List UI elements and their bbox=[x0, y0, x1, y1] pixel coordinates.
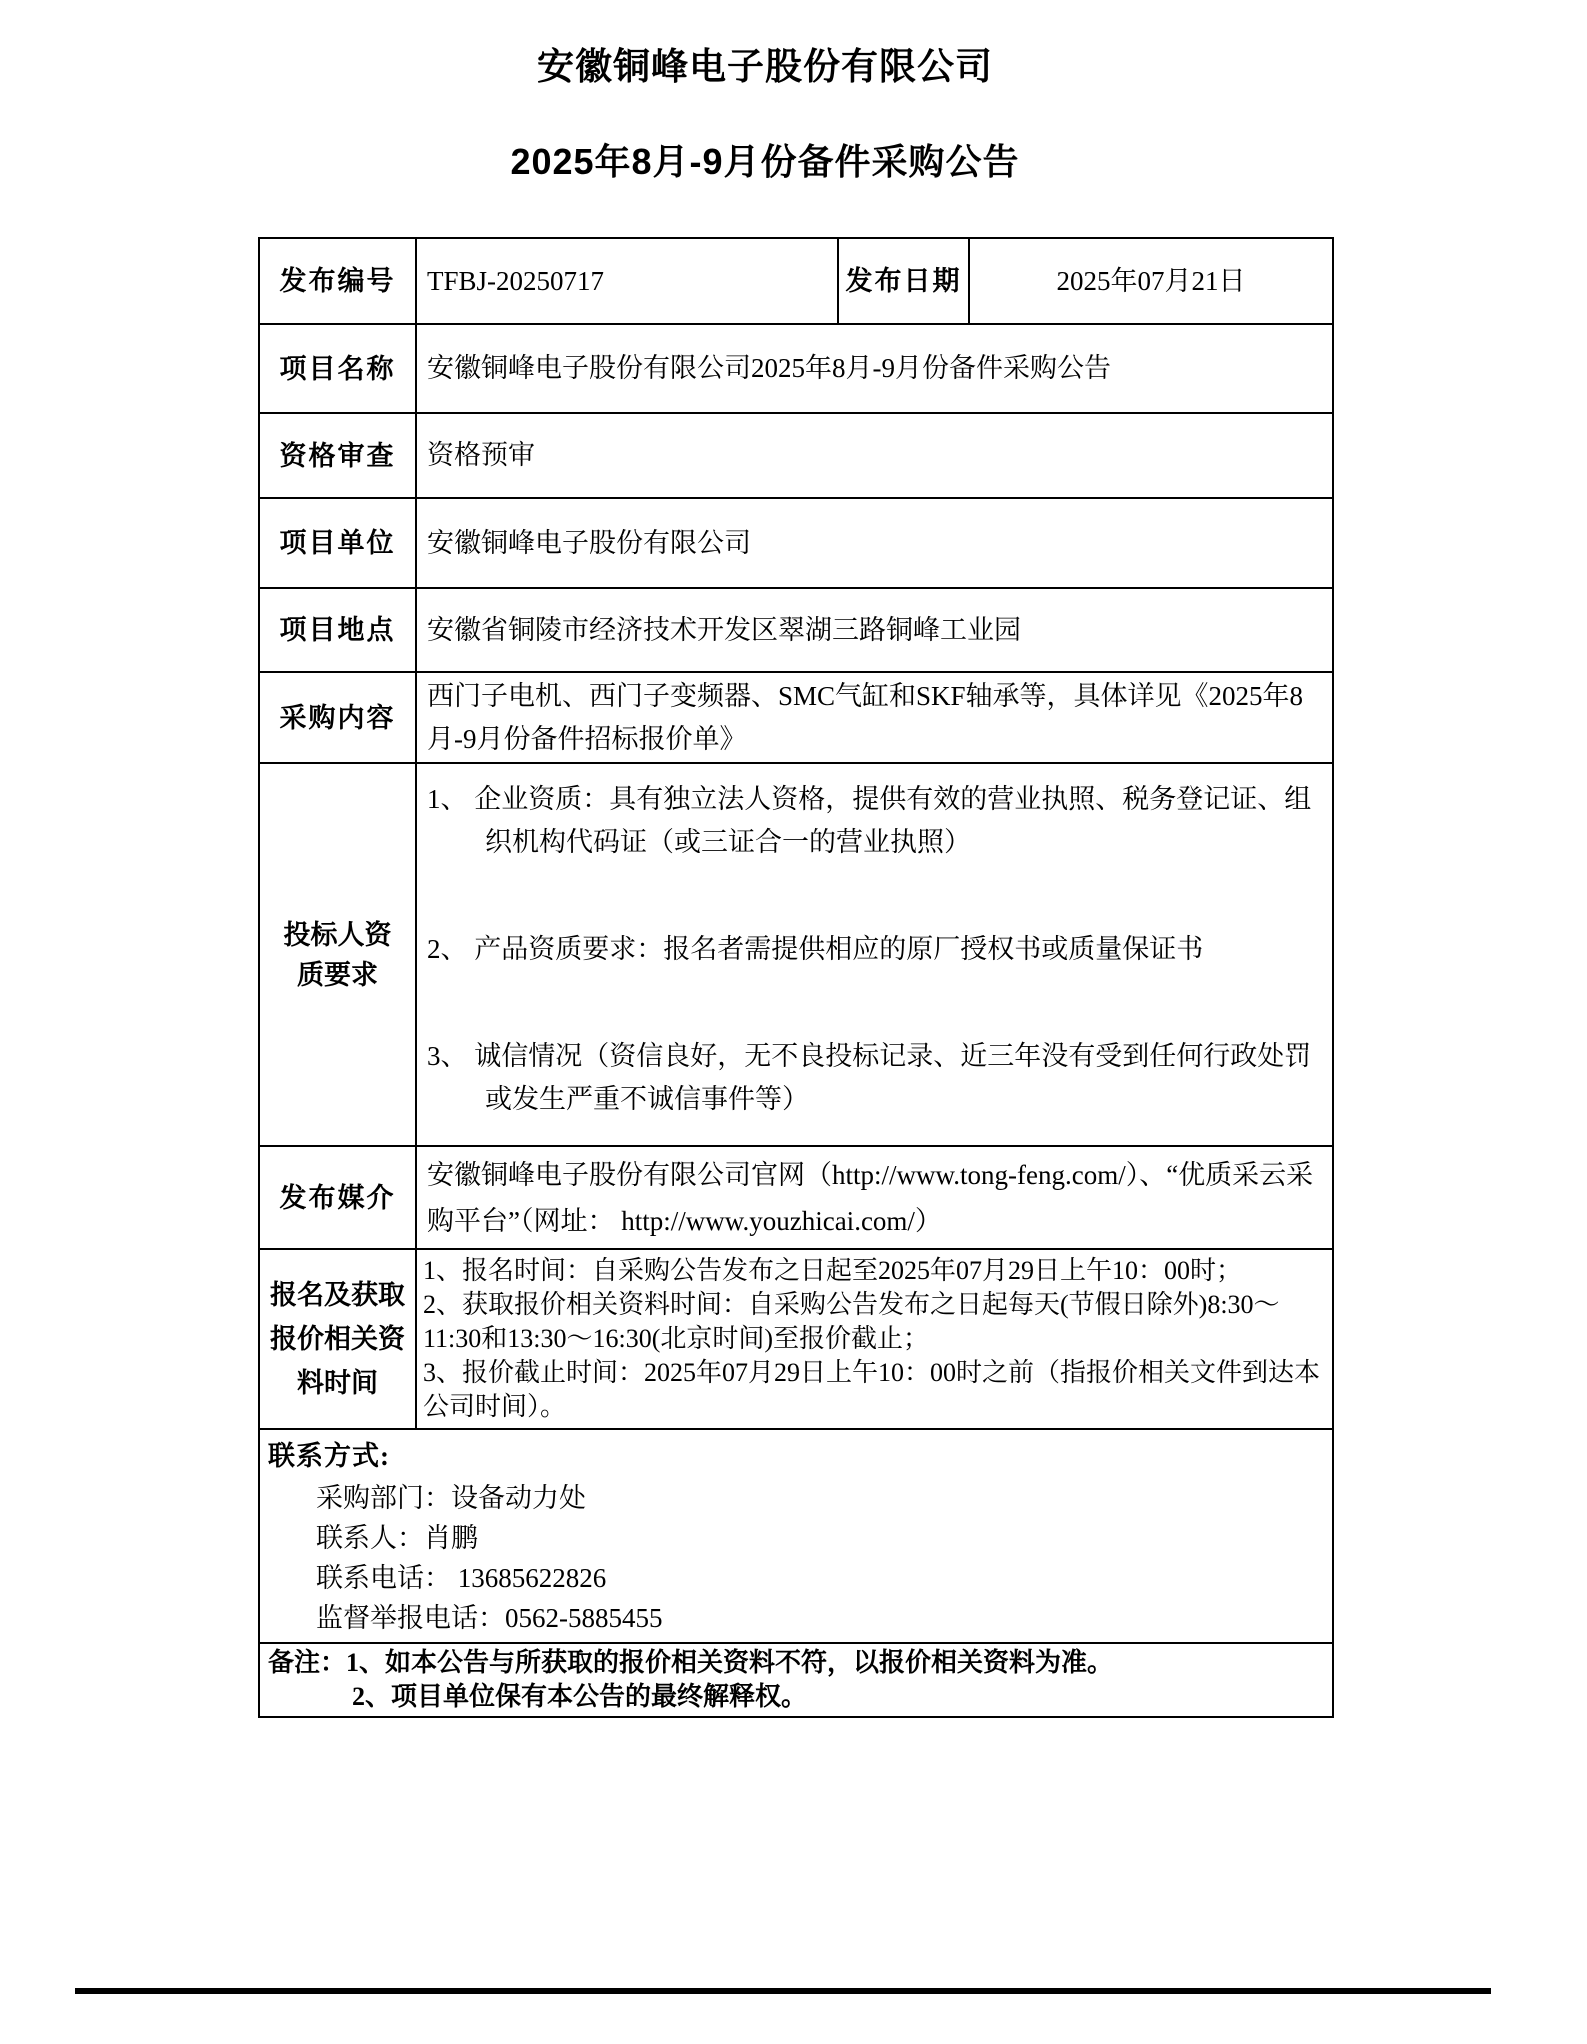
label-project-name: 项目名称 bbox=[259, 324, 416, 413]
footer-divider bbox=[75, 1988, 1491, 1994]
schedule-line: 2、获取报价相关资料时间：自采购公告发布之日起每天(节假日除外)8:30～11:30和13:30～16:30(北京时间)至报价截止； bbox=[423, 1290, 1280, 1353]
table-row bbox=[259, 672, 1333, 763]
table-row bbox=[259, 588, 1333, 672]
table-row bbox=[259, 324, 1333, 413]
value-project-location: 安徽省铜陵市经济技术开发区翠湖三路铜峰工业园 bbox=[416, 588, 1333, 672]
value-procurement-content: 西门子电机、西门子变频器、SMC气缸和SKF轴承等，具体详见《2025年8月-9月份备件招标报价单》 bbox=[416, 672, 1333, 763]
label-publish-media: 发布媒介 bbox=[259, 1146, 416, 1249]
label-qualification-review: 资格审查 bbox=[259, 413, 416, 498]
announcement-table bbox=[258, 237, 1334, 1718]
value-qualification-review: 资格预审 bbox=[416, 413, 1333, 498]
table-row bbox=[259, 1249, 1333, 1429]
table-row bbox=[259, 413, 1333, 498]
page-subtitle: 2025年8月-9月份备件采购公告 bbox=[510, 141, 1020, 182]
note-text: 1、如本公告与所获取的报价相关资料不符，以报价相关资料为准。 bbox=[346, 1648, 1114, 1677]
qualification-item: 1、 企业资质：具有独立法人资格，提供有效的营业执照、税务登记证、组织机构代码证（或三证合一的营业执照） bbox=[427, 784, 1312, 857]
page-title: 安徽铜峰电子股份有限公司 bbox=[537, 46, 993, 87]
table-row bbox=[259, 763, 1333, 1146]
label-publish-number: 发布编号 bbox=[259, 238, 416, 324]
label-project-location: 项目地点 bbox=[259, 588, 416, 672]
value-project-name: 安徽铜峰电子股份有限公司2025年8月-9月份备件采购公告 bbox=[416, 324, 1333, 413]
table-row bbox=[259, 498, 1333, 588]
contact-supervision-phone: 监督举报电话：0562-5885455 bbox=[316, 1603, 663, 1633]
schedule-line: 1、报名时间：自采购公告发布之日起至2025年07月29日上午10：00时； bbox=[423, 1256, 1243, 1285]
note-line: 2、项目单位保有本公告的最终解释权。 bbox=[352, 1682, 808, 1711]
schedule-line: 3、报价截止时间：2025年07月29日上午10：00时之前（指报价相关文件到达本公司时间）。 bbox=[423, 1358, 1321, 1421]
label-bidder-qualification: 投标人资质要求 bbox=[259, 763, 416, 1146]
qualification-item: 2、 产品资质要求：报名者需提供相应的原厂授权书或质量保证书 bbox=[427, 934, 1204, 964]
value-registration-schedule bbox=[416, 1249, 1333, 1429]
table-row bbox=[259, 238, 1333, 324]
contact-person: 联系人：肖鹏 bbox=[316, 1523, 478, 1553]
notes-section bbox=[259, 1643, 1333, 1717]
label-publish-date: 发布日期 bbox=[838, 238, 969, 324]
value-publish-date: 2025年07月21日 bbox=[969, 238, 1333, 324]
value-project-unit: 安徽铜峰电子股份有限公司 bbox=[416, 498, 1333, 588]
contact-department: 采购部门：设备动力处 bbox=[316, 1483, 586, 1513]
document-header bbox=[0, 0, 1530, 185]
note-line bbox=[268, 1646, 1324, 1680]
label-project-unit: 项目单位 bbox=[259, 498, 416, 588]
value-bidder-qualification bbox=[416, 763, 1333, 1146]
table-row bbox=[259, 1146, 1333, 1249]
contact-heading: 联系方式: bbox=[268, 1441, 390, 1471]
value-publish-media: 安徽铜峰电子股份有限公司官网（http://www.tong-feng.com/）、“优质采云采购平台”（网址： http://www.youzhicai.com/） bbox=[416, 1146, 1333, 1249]
table-row bbox=[259, 1429, 1333, 1643]
qualification-item: 3、 诚信情况（资信良好，无不良投标记录、近三年没有受到任何行政处罚或发生严重不诚信事件等） bbox=[427, 1041, 1312, 1114]
note-prefix: 备注： bbox=[268, 1648, 347, 1677]
value-publish-number: TFBJ-20250717 bbox=[416, 238, 838, 324]
table-row bbox=[259, 1643, 1333, 1717]
contact-section bbox=[259, 1429, 1333, 1643]
contact-phone: 联系电话： 13685622826 bbox=[316, 1563, 607, 1593]
label-registration-schedule: 报名及获取报价相关资料时间 bbox=[259, 1249, 416, 1429]
label-procurement-content: 采购内容 bbox=[259, 672, 416, 763]
